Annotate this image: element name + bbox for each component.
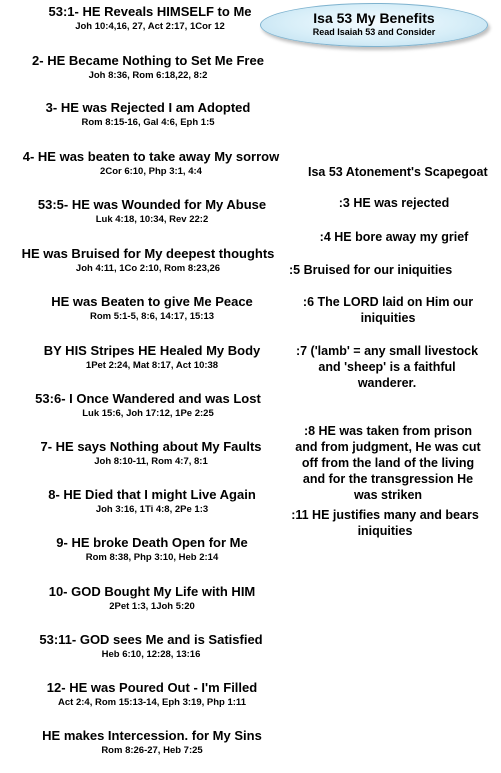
benefit-11 [0,487,304,516]
benefit-refs: Rom 8:26-27, Heb 7:25 [101,745,203,756]
benefit-13 [0,584,304,613]
note-11 [272,507,498,539]
note-5: :5 Bruised for our iniquities [289,263,453,277]
notes-heading: Isa 53 Atonement's Scapegoat [308,165,488,179]
note-8-line: and for the transgression He [302,472,474,486]
note-11-line: :11 HE justifies many and bears [291,508,479,522]
note-6-line: :6 The LORD laid on Him our [302,295,474,309]
benefit-refs: Joh 8:10-11, Rom 4:7, 8:1 [94,456,208,467]
benefit-refs: 1Pet 2:24, Mat 8:17, Act 10:38 [85,360,219,371]
benefit-line: 53:1- HE Reveals HIMSELF to Me [48,4,252,19]
benefit-line: 9- HE broke Death Open for Me [56,535,248,550]
benefit-line: BY HIS Stripes HE Healed My Body [43,343,261,358]
benefit-line: 53:6- I Once Wandered and was Lost [35,391,261,406]
badge-subtitle: Read Isaiah 53 and Consider [312,27,436,37]
note-8-line: off from the land of the living [301,456,475,470]
benefit-line: 53:11- GOD sees Me and is Satisfied [39,632,263,647]
note-7-line: wanderer. [357,376,417,390]
note-4: :4 HE bore away my grief [319,230,469,244]
note-6-line: iniquities [360,311,416,325]
note-8-line: and from judgment, He was cut [295,440,481,454]
benefit-line: 3- HE was Rejected I am Adopted [45,100,251,115]
note-8-line: :8 HE was taken from prison [303,424,473,438]
benefit-refs: 2Cor 6:10, Php 3:1, 4:4 [100,166,202,177]
benefit-refs: Joh 8:36, Rom 6:18,22, 8:2 [88,70,208,81]
benefit-refs: Rom 8:38, Php 3:10, Heb 2:14 [85,552,219,563]
note-8 [283,423,493,503]
benefit-5 [0,197,304,226]
note-7-line: and 'sheep' is a faithful [318,360,456,374]
note-7-line: :7 ('lamb' = any small livestock [295,344,479,358]
benefit-refs: Luk 4:18, 10:34, Rev 22:2 [95,214,209,225]
benefit-8 [0,343,304,372]
benefit-line: 8- HE Died that I might Live Again [48,487,256,502]
benefit-12 [0,535,304,564]
benefit-7 [0,294,304,323]
benefit-refs: Rom 8:15-16, Gal 4:6, Eph 1:5 [81,117,215,128]
badge-title: Isa 53 My Benefits [313,10,435,26]
note-11-line: iniquities [357,524,413,538]
benefit-refs: Joh 10:4,16, 27, Act 2:17, 1Cor 12 [75,21,225,32]
benefit-line: 7- HE says Nothing about My Faults [40,439,262,454]
benefit-refs: Heb 6:10, 12:28, 13:16 [101,649,201,660]
benefit-14 [0,632,302,661]
note-8-line: was striken [353,488,423,502]
benefit-line: HE was Bruised for My deepest thoughts [21,246,275,261]
benefit-refs: Joh 3:16, 1Ti 4:8, 2Pe 1:3 [95,504,209,515]
benefit-line: 12- HE was Poured Out - I'm Filled [46,680,258,695]
benefit-refs: Luk 15:6, Joh 17:12, 1Pe 2:25 [82,408,214,419]
benefit-line: 4- HE was beaten to take away My sorrow [22,149,280,164]
benefit-4 [0,149,302,178]
benefit-refs: Act 2:4, Rom 15:13-14, Eph 3:19, Php 1:11 [58,697,246,708]
benefit-6 [0,246,296,275]
benefit-refs: Rom 5:1-5, 8:6, 14:17, 15:13 [89,311,215,322]
benefit-3 [0,100,296,129]
benefit-refs: Joh 4:11, 1Co 2:10, Rom 8:23,26 [75,263,221,274]
note-6 [283,294,493,326]
benefit-line: 53:5- HE was Wounded for My Abuse [37,197,267,212]
benefit-refs: 2Pet 1:3, 1Joh 5:20 [109,601,195,612]
benefit-1 [0,4,300,33]
note-7 [277,343,497,391]
benefit-line: 2- HE Became Nothing to Set Me Free [32,53,264,68]
benefit-line: 10- GOD Bought My Life with HIM [48,584,256,599]
note-3: :3 HE was rejected [338,196,450,210]
benefit-15 [0,680,304,709]
benefit-16 [0,728,304,757]
benefit-2 [0,53,296,82]
benefit-line: HE makes Intercession. for My Sins [42,728,262,743]
benefit-10 [0,439,302,468]
benefit-9 [0,391,296,420]
benefit-line: HE was Beaten to give Me Peace [51,294,253,309]
